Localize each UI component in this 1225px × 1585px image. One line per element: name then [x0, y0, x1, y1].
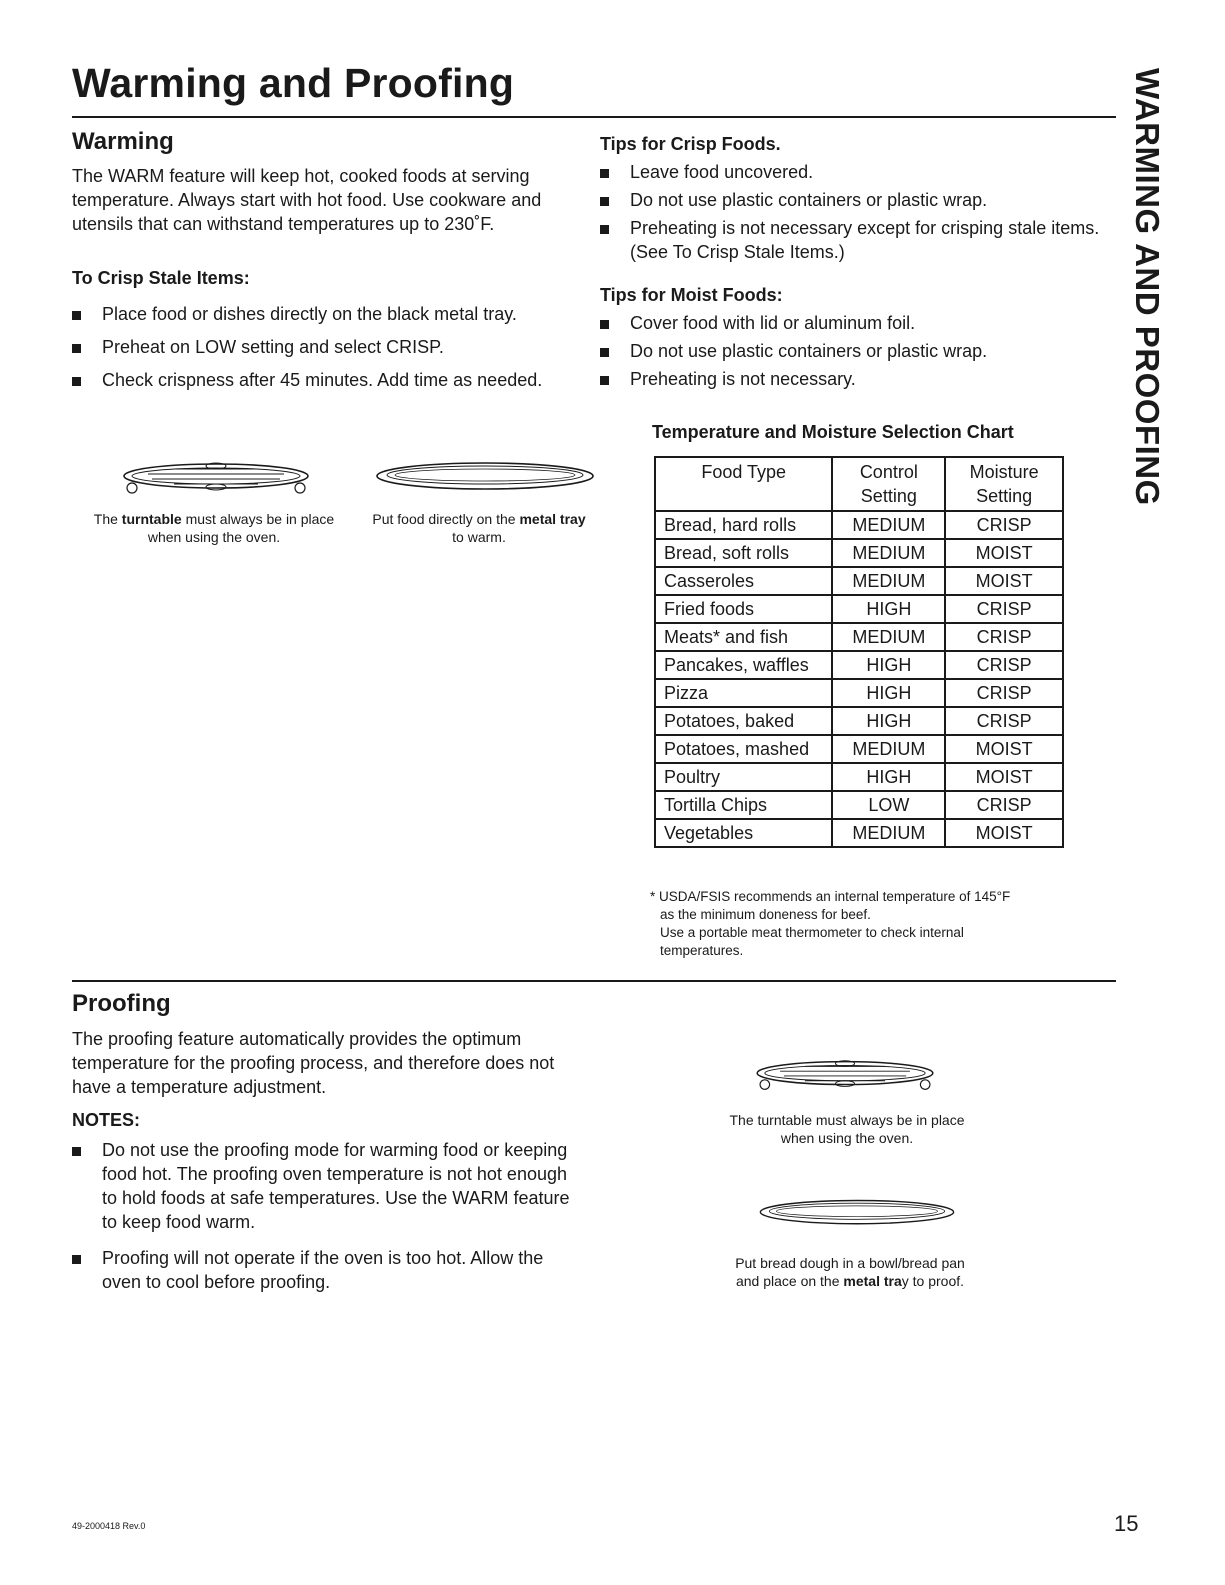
title-rule	[72, 116, 1116, 118]
moisture-setting-cell: MOIST	[945, 819, 1063, 847]
moisture-setting-cell: CRISP	[945, 595, 1063, 623]
food-type-cell: Vegetables	[655, 819, 832, 847]
food-type-cell: Bread, soft rolls	[655, 539, 832, 567]
proof-tray-caption: Put bread dough in a bowl/bread pan and place on the metal tray to proof.	[735, 1255, 965, 1289]
list-item: Proofing will not operate if the oven is too hot. Allow the oven to cool before proofing.	[72, 1246, 572, 1294]
control-setting-cell: MEDIUM	[832, 819, 945, 847]
control-setting-cell: MEDIUM	[832, 735, 945, 763]
table-row	[655, 819, 1063, 847]
page-title: Warming and Proofing	[72, 60, 515, 106]
food-type-cell: Poultry	[655, 763, 832, 791]
food-type-cell: Casseroles	[655, 567, 832, 595]
table-header-row	[655, 457, 1063, 511]
column-header: Moisture Setting	[945, 457, 1063, 511]
moisture-setting-cell: CRISP	[945, 511, 1063, 539]
turntable-illustration	[118, 456, 314, 500]
chart-footnote	[650, 888, 1090, 960]
control-setting-cell: HIGH	[832, 595, 945, 623]
list-item: Preheating is not necessary except for crisping stale items. (See To Crisp Stale Items.)	[600, 216, 1100, 264]
moisture-setting-cell: CRISP	[945, 651, 1063, 679]
metal-tray-illustration	[744, 1196, 970, 1230]
table-row	[655, 651, 1063, 679]
table-row	[655, 791, 1063, 819]
turntable-illustration	[744, 1054, 946, 1096]
footnote-line: * USDA/FSIS recommends an internal temperature of 145°F	[650, 889, 1011, 904]
footnote-line: as the minimum doneness for beef.	[660, 907, 871, 922]
warming-heading: Warming	[72, 128, 174, 155]
list-item: Do not use plastic containers or plastic wrap.	[600, 188, 1100, 212]
control-setting-cell: MEDIUM	[832, 567, 945, 595]
tips-crisp-list	[600, 160, 1100, 264]
tips-crisp-heading: Tips for Crisp Foods.	[600, 134, 781, 154]
food-type-cell: Pizza	[655, 679, 832, 707]
list-item: Leave food uncovered.	[600, 160, 1100, 184]
chart-body	[655, 511, 1063, 847]
section-rule	[72, 980, 1116, 982]
food-type-cell: Pancakes, waffles	[655, 651, 832, 679]
tips-moist-list	[600, 311, 1100, 391]
moisture-setting-cell: CRISP	[945, 707, 1063, 735]
moisture-setting-cell: MOIST	[945, 567, 1063, 595]
proofing-intro: The proofing feature automatically provides the optimum temperature for the proofing process, and therefore does not have a temperature adjustment.	[72, 1029, 555, 1097]
table-row	[655, 735, 1063, 763]
control-setting-cell: LOW	[832, 791, 945, 819]
food-type-cell: Tortilla Chips	[655, 791, 832, 819]
side-tab: WARMING AND PROOFING	[1129, 68, 1166, 506]
moisture-setting-cell: MOIST	[945, 539, 1063, 567]
control-setting-cell: MEDIUM	[832, 623, 945, 651]
turntable-caption: The turntable must always be in place when using the oven.	[93, 511, 335, 545]
control-setting-cell: HIGH	[832, 651, 945, 679]
table-row	[655, 763, 1063, 791]
warming-intro: The WARM feature will keep hot, cooked foods at serving temperature. Always start with hot food. Use cookware and utensils that can withstand temperatures up to 230˚F.	[72, 166, 542, 234]
food-type-cell: Potatoes, mashed	[655, 735, 832, 763]
list-item: Do not use the proofing mode for warming food or keeping food hot. The proofing oven temperature is not hot enough to hold foods at safe temperatures. Use the WARM feature to keep food warm.	[72, 1138, 572, 1234]
proofing-heading: Proofing	[72, 990, 171, 1017]
moisture-setting-cell: CRISP	[945, 679, 1063, 707]
table-row	[655, 623, 1063, 651]
table-row	[655, 595, 1063, 623]
table-row	[655, 511, 1063, 539]
list-item: Check crispness after 45 minutes. Add time as needed.	[72, 368, 570, 392]
list-item: Place food or dishes directly on the black metal tray.	[72, 302, 570, 326]
column-header: Food Type	[655, 457, 832, 511]
control-setting-cell: HIGH	[832, 679, 945, 707]
moisture-setting-cell: CRISP	[945, 623, 1063, 651]
document-number: 49-2000418 Rev.0	[72, 1521, 146, 1531]
table-row	[655, 707, 1063, 735]
notes-heading: NOTES:	[72, 1110, 141, 1130]
moisture-setting-cell: MOIST	[945, 763, 1063, 791]
list-item: Preheating is not necessary.	[600, 367, 1100, 391]
tips-moist-heading: Tips for Moist Foods:	[600, 285, 783, 305]
selection-chart	[654, 456, 1064, 848]
metal-tray-illustration	[372, 458, 598, 496]
crisp-stale-heading: To Crisp Stale Items:	[72, 268, 250, 288]
control-setting-cell: HIGH	[832, 763, 945, 791]
control-setting-cell: HIGH	[832, 707, 945, 735]
list-item: Do not use plastic containers or plastic wrap.	[600, 339, 1100, 363]
list-item: Preheat on LOW setting and select CRISP.	[72, 335, 570, 359]
table-row	[655, 679, 1063, 707]
chart-title: Temperature and Moisture Selection Chart	[652, 422, 1014, 442]
food-type-cell: Bread, hard rolls	[655, 511, 832, 539]
footnote-line: Use a portable meat thermometer to check internal	[660, 925, 964, 940]
metal-tray-caption: Put food directly on the metal tray to warm.	[372, 511, 586, 545]
food-type-cell: Potatoes, baked	[655, 707, 832, 735]
control-setting-cell: MEDIUM	[832, 539, 945, 567]
list-item: Cover food with lid or aluminum foil.	[600, 311, 1100, 335]
column-header: Control Setting	[832, 457, 945, 511]
control-setting-cell: MEDIUM	[832, 511, 945, 539]
proof-turntable-caption: The turntable must always be in place when using the oven.	[729, 1112, 965, 1146]
food-type-cell: Meats* and fish	[655, 623, 832, 651]
food-type-cell: Fried foods	[655, 595, 832, 623]
moisture-setting-cell: CRISP	[945, 791, 1063, 819]
table-row	[655, 539, 1063, 567]
page-number: 15	[1114, 1511, 1139, 1536]
crisp-stale-list	[72, 302, 570, 392]
notes-list	[72, 1138, 572, 1294]
moisture-setting-cell: MOIST	[945, 735, 1063, 763]
table-row	[655, 567, 1063, 595]
footnote-line: temperatures.	[660, 943, 744, 958]
